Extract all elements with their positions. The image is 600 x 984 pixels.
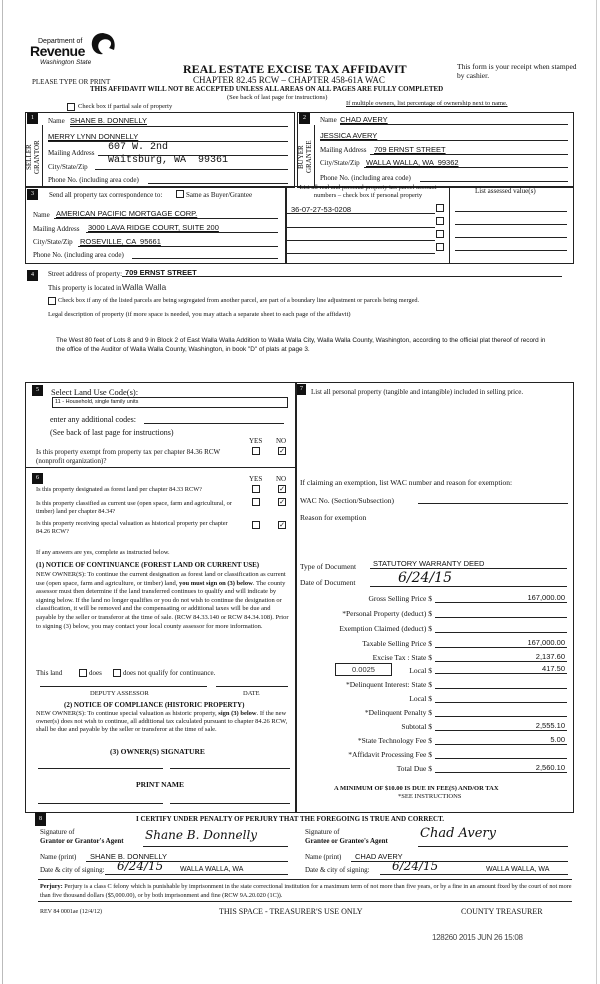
- section-5-tag: 5: [32, 385, 43, 396]
- total-due-value[interactable]: 2,560.10: [535, 763, 565, 772]
- assessed-line-2: [455, 224, 567, 225]
- doc-type-label: Type of Document: [300, 562, 357, 571]
- grantee-date-line: [380, 874, 568, 875]
- designation-section: [25, 467, 297, 813]
- excise-tax-local-label: Local $: [409, 666, 432, 675]
- street-field[interactable]: 709 ERNST STREET: [125, 268, 197, 277]
- land-use-code-value: 11 - Household, single family units: [55, 399, 139, 405]
- current-use-yes-checkbox[interactable]: [252, 498, 260, 506]
- buyer-name-field[interactable]: CHAD AVERY: [340, 115, 388, 124]
- parcels-header: List all real and personal property tax parcel account numbers – check box if personal property: [299, 184, 437, 199]
- grantor-city-field[interactable]: WALLA WALLA, WA: [180, 866, 244, 873]
- located-label: This property is located in: [48, 284, 122, 292]
- exemption-reason-label: Reason for exemption: [300, 513, 367, 522]
- seller-name2-field[interactable]: MERRY LYNN DONNELLY: [48, 132, 139, 141]
- corr-mailing-field[interactable]: 3000 LAVA RIDGE COURT, SUITE 200: [88, 223, 219, 232]
- deputy-date-line: [216, 686, 288, 687]
- exemption-line: [435, 632, 567, 633]
- does-label: does: [89, 669, 102, 677]
- receipt-note: This form is your receipt when stamped by cashier.: [457, 62, 577, 80]
- corr-city-line: [78, 246, 278, 247]
- section-4-tag: 4: [27, 270, 38, 281]
- notice2-bold: sign (3) below: [218, 710, 257, 717]
- buyer-name-label: Name: [320, 116, 337, 124]
- assessed-line-1: [455, 211, 567, 212]
- grantee-city-field[interactable]: WALLA WALLA, WA: [486, 866, 550, 873]
- doc-type-field[interactable]: STATUTORY WARRANTY DEED: [373, 559, 485, 568]
- seller-name-field[interactable]: SHANE B. DONNELLY: [70, 116, 147, 125]
- grantor-date-field[interactable]: 6/24/15: [117, 859, 164, 873]
- grantor-name-label: Name (print): [40, 853, 77, 861]
- delinq-local-line: [435, 702, 567, 703]
- buyer-name2-line: [320, 140, 568, 141]
- treasurer-space-label: THIS SPACE - TREASURER'S USE ONLY: [219, 907, 363, 916]
- parcels-divider: [449, 186, 450, 263]
- assessed-line-3: [455, 237, 567, 238]
- corr-phone-line: [132, 258, 278, 259]
- seller-side-label: SELLER: [25, 144, 33, 170]
- additional-codes-line: [144, 423, 284, 424]
- correspondence-label: Send all property tax correspondence to:: [49, 191, 163, 199]
- seller-name-label: Name: [48, 117, 65, 125]
- grantor-name-field[interactable]: SHANE B. DONNELLY: [90, 852, 167, 861]
- buyer-side-band: [297, 125, 315, 186]
- grantee-sig-line: [418, 846, 568, 847]
- county-treasurer-label: COUNTY TREASURER: [461, 907, 543, 916]
- exemption-claimed-label: Exemption Claimed (deduct) $: [339, 624, 432, 633]
- grantee-side-label: GRANTEE: [305, 140, 313, 174]
- total-due-label: Total Due $: [396, 764, 432, 773]
- print-name-line-2: [170, 803, 290, 804]
- certify-divider: [38, 879, 572, 880]
- owner-signature-title: (3) OWNER(S) SIGNATURE: [110, 747, 205, 756]
- grantee-name-line: [351, 861, 568, 862]
- buyer-mailing-line: [370, 154, 568, 155]
- taxable-selling-price-label: Taxable Selling Price $: [362, 639, 432, 648]
- historical-yes-checkbox[interactable]: [252, 521, 260, 529]
- subtotal-label: Subtotal $: [401, 722, 432, 731]
- corr-mailing-line: [86, 232, 278, 233]
- buyer-city-line: [364, 167, 568, 168]
- gross-selling-price-value[interactable]: 167,000.00: [527, 593, 565, 602]
- grantor-date-label: Date & city of signing:: [40, 866, 105, 874]
- print-name-line-1: [38, 803, 163, 804]
- doc-type-line: [370, 568, 567, 569]
- multiple-owners-note: If multiple owners, list percentage of ownership next to name.: [346, 100, 508, 107]
- street-line: [122, 276, 562, 277]
- local-rate-field[interactable]: [335, 663, 392, 676]
- gross-line: [435, 602, 567, 603]
- assessed-header: List assessed value(s): [475, 187, 536, 195]
- parcel-number-1[interactable]: 36-07-27-53-0208: [291, 205, 352, 214]
- corr-mailing-label: Mailing Address: [33, 225, 80, 233]
- excise-local-line: [435, 673, 567, 674]
- buyer-phone-label: Phone No. (including area code): [320, 174, 411, 182]
- excise-tax-state-label: Excise Tax : State $: [372, 653, 432, 662]
- land-use-code-select[interactable]: [52, 397, 288, 408]
- personal-property-deduct-label: *Personal Property (deduct) $: [342, 609, 432, 618]
- corr-name-line: [54, 218, 278, 219]
- see-back-note: (See back of last page for instructions): [227, 94, 328, 101]
- grantor-sig-line: [143, 846, 288, 847]
- forest-land-question: Is this property designated as forest land per chapter 84.33 RCW?: [36, 486, 202, 493]
- grantee-sig-label-1: Signature of: [305, 828, 340, 836]
- seller-mailing-field[interactable]: 607 W. 2nd: [108, 142, 169, 153]
- certify-statement: I CERTIFY UNDER PENALTY OF PERJURY THAT THE FOREGOING IS TRUE AND CORRECT.: [136, 815, 445, 823]
- state-technology-fee-label: *State Technology Fee $: [357, 736, 432, 745]
- grantee-name-label: Name (print): [305, 853, 342, 861]
- page-edge-left: [2, 0, 3, 984]
- seller-name-line: [70, 126, 288, 127]
- parcel-2-personal-checkbox[interactable]: [436, 217, 444, 225]
- historical-no-checkbox[interactable]: ✓: [279, 521, 285, 529]
- current-use-question: Is this property classified as current use (open space, farm and agricultural, or timber) land per chapter 84.34?: [36, 500, 232, 515]
- buyer-side-label: BUYER: [297, 145, 305, 169]
- partial-sale-label: Check box if partial sale of property: [78, 103, 173, 110]
- partial-sale-checkbox[interactable]: [67, 103, 75, 111]
- grantor-side-label: GRANTOR: [33, 140, 41, 174]
- excise-state-line: [435, 661, 567, 662]
- form-title: REAL ESTATE EXCISE TAX AFFIDAVIT: [183, 62, 407, 76]
- seller-phone-line: [148, 183, 288, 184]
- notice-continuance-title: (1) NOTICE OF CONTINUANCE (FOREST LAND OR CURRENT USE): [36, 561, 260, 569]
- treasurer-stamp: 128260 2015 JUN 26 15:08: [432, 933, 523, 942]
- exempt-yes-header: YES: [249, 437, 263, 445]
- seller-city-label: City/State/Zip: [48, 163, 88, 171]
- does-qualify-checkbox[interactable]: [79, 669, 87, 677]
- grantee-name-field[interactable]: CHAD AVERY: [355, 852, 403, 861]
- notice-compliance-title: (2) NOTICE OF COMPLIANCE (HISTORIC PROPERTY): [64, 701, 245, 709]
- dor-logo-icon: [90, 32, 116, 56]
- wac-line[interactable]: [418, 503, 568, 504]
- parcel-line-2: [287, 227, 435, 228]
- land-use-label: Select Land Use Code(s):: [51, 387, 139, 397]
- this-land-label: This land: [36, 669, 63, 677]
- deputy-date-label: DATE: [243, 690, 260, 697]
- legal-description-field[interactable]: The West 80 feet of Lots 8 and 9 in Block 2 of East Walla Walla Addition to Walla Walla City, Walla Walla County, Washington, according to the official plat thereof of record in the office of the Auditor of Walla Walla County, Washington, in book "D" of plats at page 3.: [56, 337, 546, 353]
- street-label: Street address of property:: [48, 270, 123, 278]
- section-6-tag: 6: [32, 473, 43, 484]
- buyer-city-label: City/State/Zip: [320, 159, 360, 167]
- parcel-line-1: [287, 213, 435, 214]
- wac-label: WAC No. (Section/Subsection): [300, 496, 394, 505]
- warning-text: THIS AFFIDAVIT WILL NOT BE ACCEPTED UNLESS ALL AREAS ON ALL PAGES ARE FULLY COMPLETED: [90, 85, 444, 93]
- doc-date-field[interactable]: 6/24/15: [398, 570, 452, 586]
- additional-codes-label: enter any additional codes:: [50, 415, 136, 424]
- please-type: PLEASE TYPE OR PRINT: [32, 78, 111, 86]
- notice-continuance-text: [36, 571, 290, 631]
- forest-yes-checkbox[interactable]: [252, 485, 260, 493]
- notice1-text-b: . The county assessor must then determine if the land transferred continues to qualify and will indicate by signing below. If the land no longer qualifies or you do not wish to continue the designation or classification, it will be removed and the compensating or additional taxes will be due and payable by the seller or transferor at the time of sale. (RCW 84.33.140 or RCW 84.34.108). Prior to signing (3) below, you may contact your local county assessor for more information.: [36, 579, 289, 630]
- land-use-see-back: (See back of last page for instructions): [50, 428, 174, 437]
- does-not-label: does not qualify for continuance.: [123, 669, 216, 677]
- notice-compliance-text: [36, 710, 292, 734]
- delinquent-penalty-label: *Delinquent Penalty $: [364, 708, 432, 717]
- see-instructions-note: *SEE INSTRUCTIONS: [398, 793, 462, 800]
- grantor-date-line: [105, 874, 288, 875]
- form-number: REV 84 0001ae (12/4/12): [40, 909, 103, 915]
- buyer-mailing-label: Mailing Address: [320, 146, 367, 154]
- print-name-label: PRINT NAME: [136, 780, 184, 789]
- tech-fee-line: [435, 744, 567, 745]
- pp-deduct-line: [435, 617, 567, 618]
- seller-mailing-label: Mailing Address: [48, 149, 95, 157]
- delinquent-interest-local-label: Local $: [409, 694, 432, 703]
- footer-divider: [38, 901, 572, 902]
- delinq-state-line: [435, 688, 567, 689]
- parcel-4-personal-checkbox[interactable]: [436, 243, 444, 251]
- buyer-name-line: [340, 124, 568, 125]
- grantee-date-label: Date & city of signing:: [305, 866, 370, 874]
- buyer-city-field[interactable]: WALLA WALLA, WA 99362: [366, 158, 459, 167]
- dor-logo: [30, 32, 130, 68]
- forest-no-checkbox[interactable]: ✓: [279, 485, 285, 493]
- exempt-no-header: NO: [276, 437, 287, 445]
- grantee-date-field[interactable]: 6/24/15: [392, 859, 439, 873]
- corr-phone-label: Phone No. (including area code): [33, 251, 124, 259]
- excise-tax-state-value[interactable]: 2,137.60: [535, 652, 565, 661]
- personal-property-label: List all personal property (tangible and intangible) included in selling price.: [311, 388, 524, 396]
- gross-selling-price-label: Gross Selling Price $: [368, 594, 432, 603]
- does-not-qualify-checkbox[interactable]: [113, 669, 121, 677]
- penalty-line: [435, 716, 567, 717]
- buyer-name2-field[interactable]: JESSICA AVERY: [320, 131, 378, 140]
- total-due-line: [435, 772, 567, 773]
- parcel-line-3: [287, 240, 435, 241]
- minimum-due-note: A MINIMUM OF $10.00 IS DUE IN FEE(S) AND/OR TAX: [334, 785, 499, 792]
- notice1-text-a: NEW OWNER(S): To continue the current designation as forest land or classification as current use (open space, farm and agriculture, or timber) land,: [36, 571, 286, 587]
- taxable-selling-price-value[interactable]: 167,000.00: [527, 638, 565, 647]
- assessed-line-4: [455, 250, 567, 251]
- same-as-buyer-checkbox[interactable]: [176, 190, 184, 198]
- section-2-tag: 2: [299, 113, 310, 124]
- exempt-question: Is this property exempt from property tax per chapter 84.36 RCW (nonprofit organization)?: [36, 448, 220, 465]
- if-yes-note: If any answers are yes, complete as instructed below.: [36, 549, 170, 556]
- state-technology-fee-value[interactable]: 5.00: [550, 735, 565, 744]
- corr-name-field[interactable]: AMERICAN PACIFIC MORTGAGE CORP.: [56, 209, 198, 218]
- perjury-text: Perjury is a class C felony which is punishable by imprisonment in the state correctional institution for a maximum term of not more than five years, or by a fine in an amount fixed by the court of not more than five thousand dollars ($5,000.00), or by both imprisonment and fine (RCW 9A.20.020 (1C)).: [40, 883, 572, 899]
- current-use-no-checkbox[interactable]: ✓: [279, 498, 285, 506]
- perjury-notice: [40, 883, 572, 900]
- grantor-sig-label-1: Signature of: [40, 828, 75, 836]
- seller-city-line: [95, 169, 288, 170]
- logo-line2: Revenue: [30, 43, 85, 59]
- seller-side-band: [25, 125, 43, 186]
- taxable-line: [435, 647, 567, 648]
- buyer-mailing-field[interactable]: 709 ERNST STREET: [374, 145, 446, 154]
- historical-question: Is this property receiving special valuation as historical property per chapter 84.26 RCW?: [36, 520, 228, 535]
- owner-sig-line-1: [38, 768, 163, 769]
- affidavit-processing-fee-label: *Affidavit Processing Fee $: [348, 750, 432, 759]
- notice1-bold: you must sign on (3) below: [178, 579, 253, 587]
- seller-city-field[interactable]: Waitsburg, WA 99361: [108, 155, 229, 166]
- parcel-line-4: [287, 253, 435, 254]
- logo-line3: Washington State: [40, 59, 92, 66]
- page-edge-right: [596, 0, 597, 984]
- local-rate-value: 0.0025: [352, 665, 375, 674]
- parcel-1-personal-checkbox[interactable]: [436, 204, 444, 212]
- deputy-sig-line: [40, 686, 207, 687]
- notice2-text-b: . If the new owner(s) does not wish to continue, all additional tax calculated pursuant to chapter 84.26 RCW, shall be due and payable by the seller or transferor at the time of sale.: [36, 710, 288, 733]
- corr-city-label: City/State/Zip: [33, 238, 73, 246]
- logo-line1: Department of: [38, 38, 83, 45]
- subtotal-line: [435, 730, 567, 731]
- exempt-no-checkbox[interactable]: ✓: [279, 447, 285, 455]
- grantor-signature[interactable]: Shane B. Donnelly: [145, 828, 258, 842]
- processing-fee-line: [435, 758, 567, 759]
- notice2-text-a: NEW OWNER(S): To continue special valuation as historic property,: [36, 710, 217, 717]
- subtotal-value[interactable]: 2,555.10: [535, 721, 565, 730]
- corr-name-label: Name: [33, 211, 50, 219]
- delinquent-interest-state-label: *Delinquent Interest: State $: [345, 680, 432, 689]
- form-chapter: CHAPTER 82.45 RCW – CHAPTER 458-61A WAC: [193, 75, 385, 85]
- seller-phone-label: Phone No. (including area code): [48, 176, 139, 184]
- section-7-tag: 7: [297, 384, 306, 395]
- exempt-yes-checkbox[interactable]: [252, 447, 260, 455]
- excise-tax-local-value[interactable]: 417.50: [542, 664, 565, 673]
- same-as-buyer-label: Same as Buyer/Grantee: [186, 191, 253, 199]
- parcel-3-personal-checkbox[interactable]: [436, 230, 444, 238]
- doc-date-label: Date of Document: [300, 578, 356, 587]
- buyer-phone-line: [420, 181, 568, 182]
- segregated-checkbox[interactable]: [48, 297, 56, 305]
- designation-no-header: NO: [276, 475, 287, 483]
- grantee-sig-label-2: Grantee or Grantee's Agent: [305, 837, 388, 845]
- corr-city-field[interactable]: ROSEVILLE, CA 95661: [80, 237, 161, 246]
- exemption-label: If claiming an exemption, list WAC number and reason for exemption:: [300, 478, 513, 487]
- located-field[interactable]: Walla Walla: [122, 282, 167, 292]
- perjury-bold: Perjury:: [40, 883, 63, 890]
- deputy-assessor-label: DEPUTY ASSESSOR: [90, 690, 149, 697]
- section-1-tag: 1: [27, 113, 38, 124]
- owner-sig-line-2: [170, 768, 290, 769]
- section-3-tag: 3: [27, 189, 38, 200]
- section-8-tag: 8: [35, 812, 46, 826]
- legal-description-label: Legal description of property (if more space is needed, you may attach a separate sheet to each page of the affidavit): [48, 311, 351, 318]
- grantor-sig-label-2: Grantor or Grantor's Agent: [40, 837, 124, 845]
- segregated-label: Check box if any of the listed parcels are being segregated from another parcel, are part of a boundary line adjustment or parcels being merged.: [58, 297, 420, 304]
- designation-yes-header: YES: [249, 475, 263, 483]
- doc-date-line: [370, 586, 567, 587]
- grantee-signature[interactable]: Chad Avery: [420, 826, 496, 841]
